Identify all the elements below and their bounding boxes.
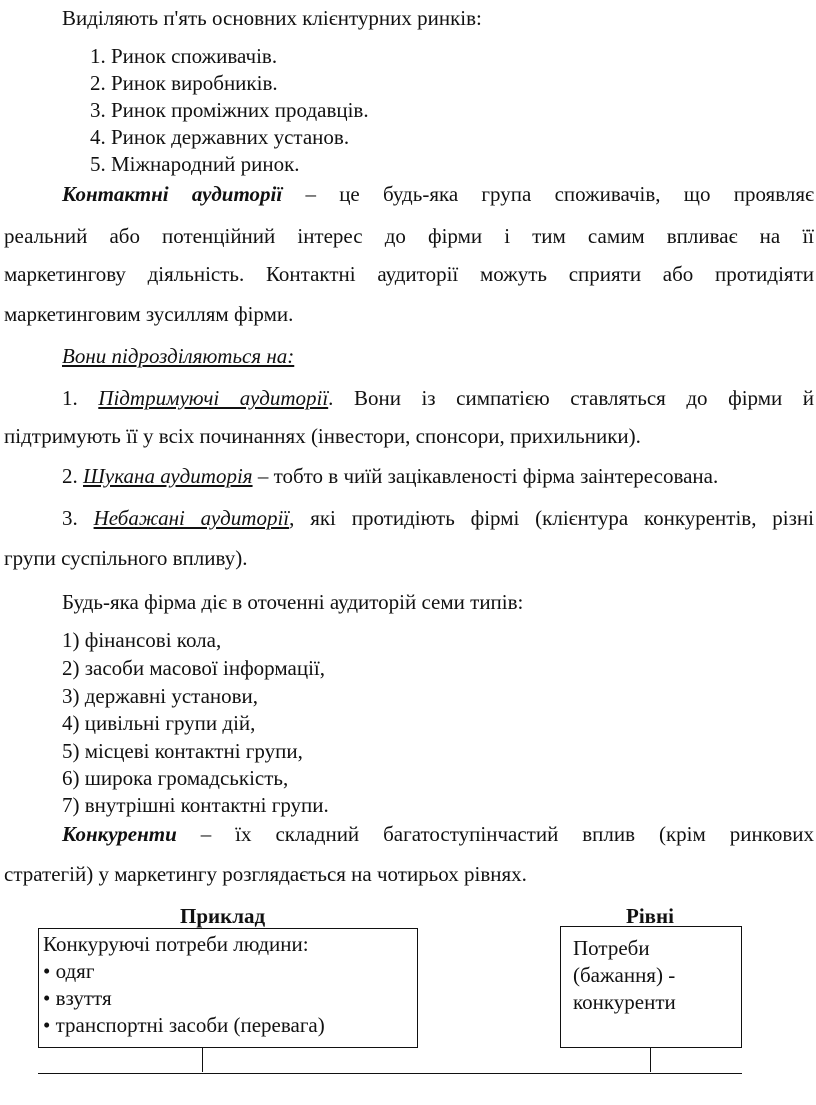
type-2-number: 2.: [62, 464, 78, 488]
type-1-number: 1.: [62, 386, 78, 410]
example-connector: [202, 1048, 203, 1072]
seven-item-6: 6) широка громадськість,: [62, 766, 289, 790]
contact-line-1: – це будь-яка група споживачів, що проявляє: [305, 182, 814, 206]
example-line-1: Конкуруючі потреби людини:: [43, 932, 309, 956]
seven-item-1: 1) фінансові кола,: [62, 628, 222, 652]
contact-line-4: маркетинговим зусиллям фірми.: [4, 302, 294, 326]
type-1-term: Підтримуючі аудиторії: [98, 386, 329, 410]
type-3-term: Небажані аудиторії: [93, 506, 290, 530]
type-3-line-1: [62, 506, 814, 530]
levels-connector: [650, 1048, 651, 1072]
subdivided-heading: Вони підрозділяються на:: [62, 344, 295, 368]
example-line-4: • транспортні засоби (перевага): [43, 1013, 325, 1037]
market-item-5: 5. Міжнародний ринок.: [90, 152, 300, 176]
levels-header: Рівні: [626, 904, 674, 928]
example-line-2: • одяг: [43, 959, 95, 983]
type-1-rest: . Вони із симпатією ставляться до фірми й: [328, 386, 815, 410]
market-item-2: 2. Ринок виробників.: [90, 71, 278, 95]
type-1-line-2: підтримують її у всіх починаннях (інвестори, спонсори, прихильники).: [4, 424, 641, 448]
contact-line-3: маркетингову діяльність. Контактні аудиторії можуть сприяти або протидіяти: [4, 262, 814, 286]
bottom-rule: [38, 1073, 742, 1074]
level-line-2: (бажання) -: [573, 963, 676, 987]
contact-term: Контактні аудиторії: [62, 182, 283, 206]
market-item-4: 4. Ринок державних установ.: [90, 125, 350, 149]
type-3-line-2: групи суспільного впливу).: [4, 546, 248, 570]
seven-item-7: 7) внутрішні контактні групи.: [62, 793, 329, 817]
type-2-term: Шукана аудиторія: [83, 464, 253, 488]
market-item-1: 1. Ринок споживачів.: [90, 44, 278, 68]
seven-item-4: 4) цивільні групи дій,: [62, 711, 256, 735]
level-line-3: конкуренти: [573, 990, 676, 1014]
type-2-line: [62, 464, 718, 488]
seven-item-3: 3) державні установи,: [62, 684, 259, 708]
seven-item-5: 5) місцеві контактні групи,: [62, 739, 303, 763]
intro-text: Виділяють п'ять основних клієнтурних ринків:: [62, 6, 482, 30]
competitors-line-1: [62, 822, 814, 846]
type-3-number: 3.: [62, 506, 78, 530]
competitors-term: Конкуренти: [62, 822, 177, 846]
level-line-1: Потреби: [573, 936, 650, 960]
type-2-rest: – тобто в чиїй зацікавленості фірма заінтересована.: [252, 464, 719, 488]
example-header: Приклад: [180, 904, 266, 928]
contact-line-2: реальний або потенційний інтерес до фірми і тим самим впливає на її: [4, 224, 814, 248]
market-item-3: 3. Ринок проміжних продавців.: [90, 98, 369, 122]
seven-item-2: 2) засоби масової інформації,: [62, 656, 325, 680]
example-line-3: • взуття: [43, 986, 112, 1010]
type-1-line-1: [62, 386, 814, 410]
contact-paragraph-line-1: [62, 182, 814, 206]
competitors-text-1: – їх складний багатоступінчастий вплив (крім ринкових: [200, 822, 814, 846]
seven-intro: Будь-яка фірма діє в оточенні аудиторій семи типів:: [62, 590, 524, 614]
competitors-line-2: стратегій) у маркетингу розглядається на чотирьох рівнях.: [4, 862, 527, 886]
type-3-rest: , які протидіють фірмі (клієнтура конкурентів, різні: [289, 506, 814, 530]
